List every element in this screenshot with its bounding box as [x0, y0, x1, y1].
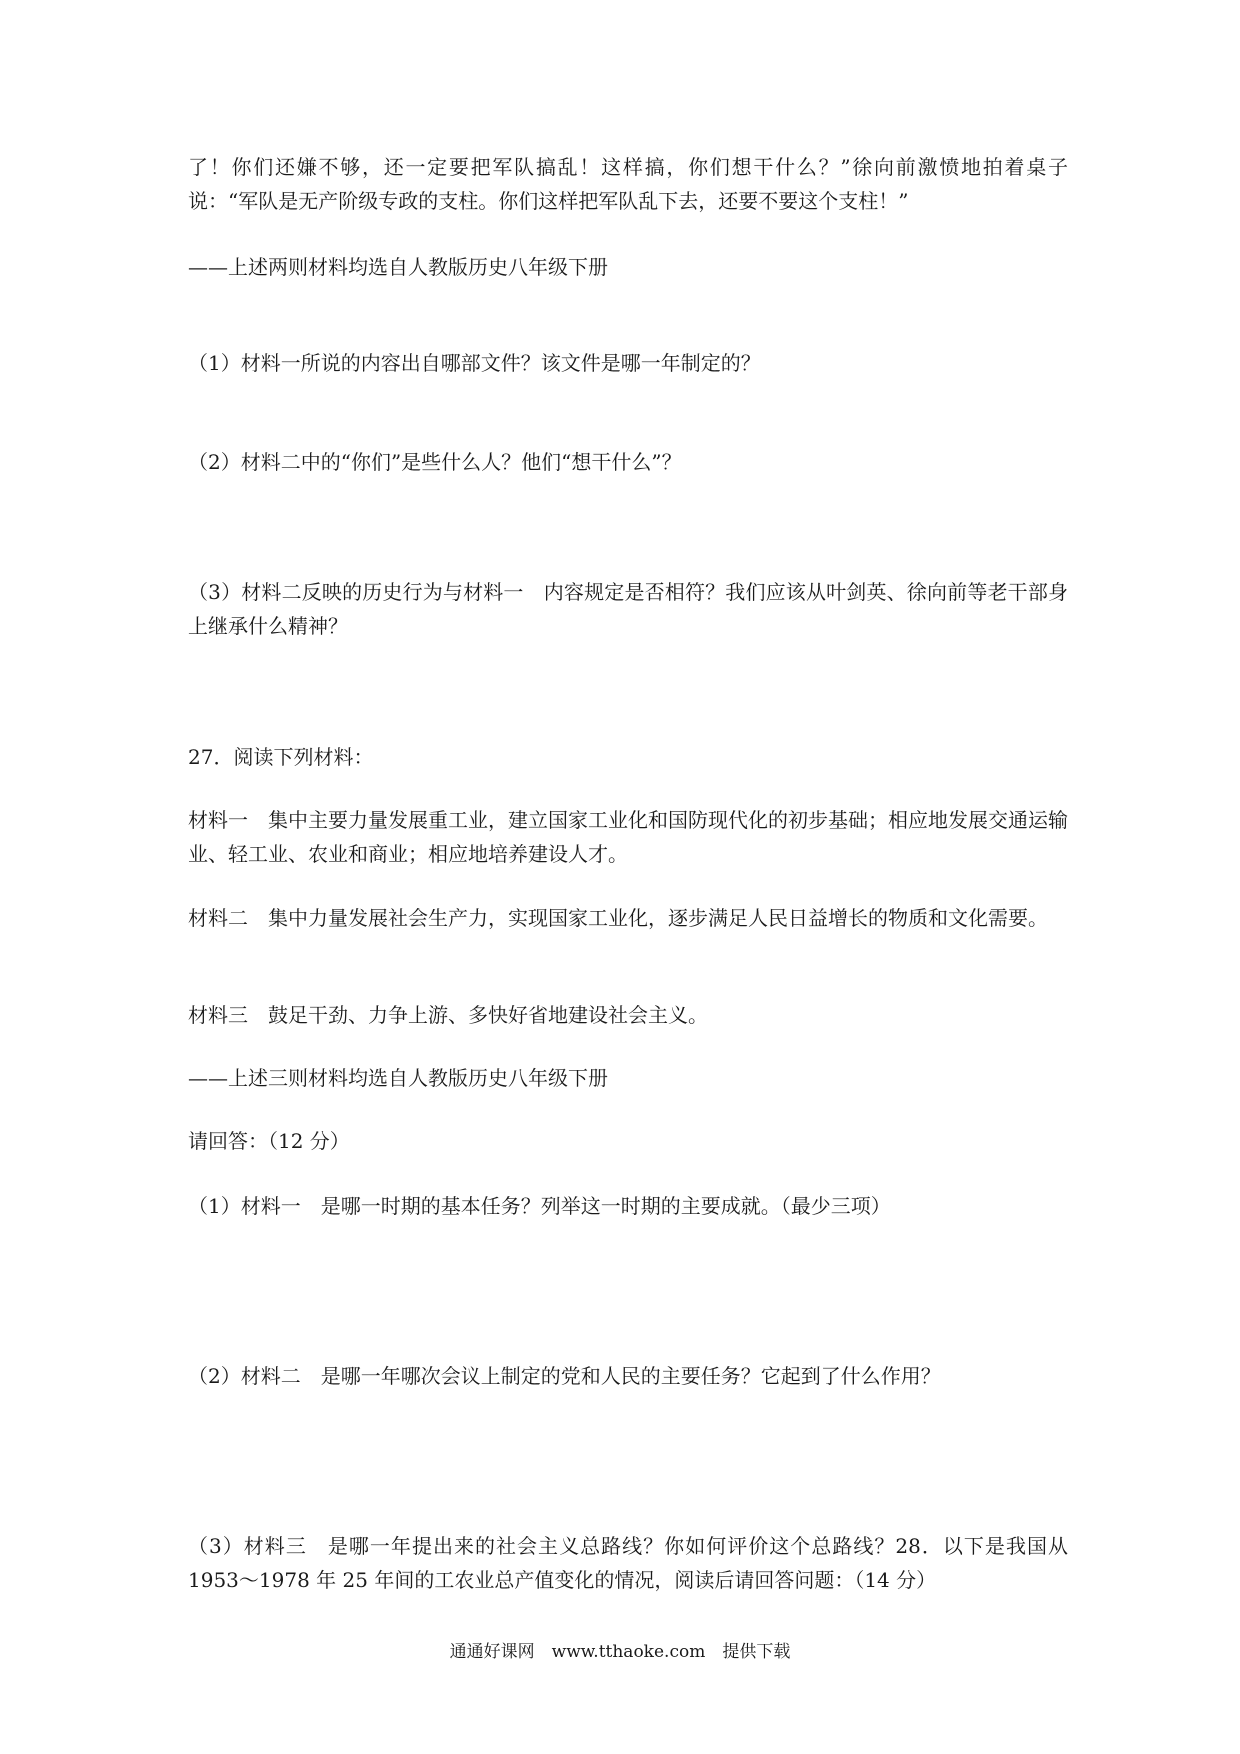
page-footer: 通通好课网 www.tthaoke.com 提供下载 [449, 1642, 791, 1662]
source-note: ——上述三则材料均选自人教版历史八年级下册 [188, 1066, 608, 1090]
question-26-2: （2）材料二中的“你们”是些什么人？他们“想干什么”？ [188, 450, 682, 474]
material-three: 材料三 鼓足干劲、力争上游、多快好省地建设社会主义。 [188, 1003, 708, 1027]
answer-prompt: 请回答：（12 分） [188, 1129, 350, 1153]
material-text-continued: 了！你们还嫌不够，还一定要把军队搞乱！这样搞，你们想干什么？”徐向前激愤地拍着桌子说：“军队是无产阶级专政的支柱。你们这样把军队乱下去，还要不要这个支柱！” [188, 155, 1068, 213]
question-27-3: （3）材料三 是哪一年提出来的社会主义总路线？你如何评价这个总路线？28．以下是我国从 1953～1978 年 25 年间的工农业总产值变化的情况，阅读后请回答问题：（14 分） [188, 1534, 1068, 1592]
material-two: 材料二 集中力量发展社会生产力，实现国家工业化，逐步满足人民日益增长的物质和文化需要。 [188, 906, 1048, 930]
source-note: ——上述两则材料均选自人教版历史八年级下册 [188, 255, 608, 279]
question-27-2: （2）材料二 是哪一年哪次会议上制定的党和人民的主要任务？它起到了什么作用？ [188, 1364, 941, 1388]
question-26-1: （1）材料一所说的内容出自哪部文件？该文件是哪一年制定的？ [188, 351, 761, 375]
question-27-heading: 27．阅读下列材料： [188, 745, 374, 769]
material-one: 材料一 集中主要力量发展重工业，建立国家工业化和国防现代化的初步基础；相应地发展交通运输业、轻工业、农业和商业；相应地培养建设人才。 [188, 808, 1068, 866]
question-26-3: （3）材料二反映的历史行为与材料一 内容规定是否相符？我们应该从叶剑英、徐向前等老干部身上继承什么精神？ [188, 580, 1068, 638]
question-27-1: （1）材料一 是哪一时期的基本任务？列举这一时期的主要成就。（最少三项） [188, 1194, 891, 1218]
